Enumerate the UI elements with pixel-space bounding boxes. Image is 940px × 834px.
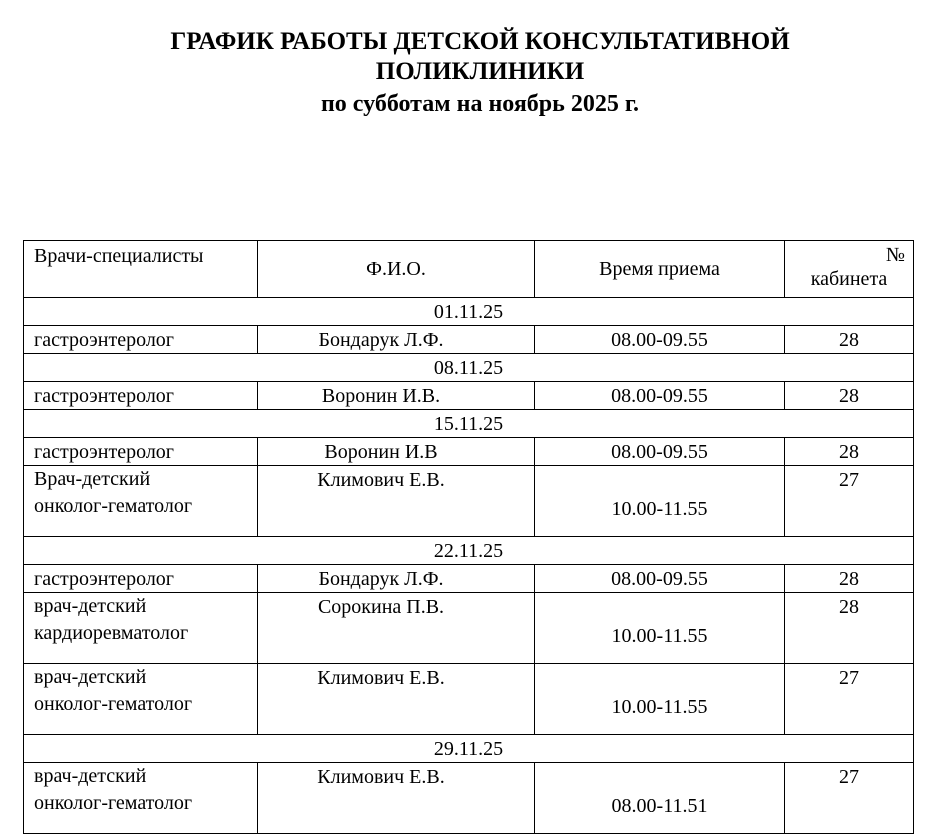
specialist-cell [24, 664, 258, 735]
room-cell: 28 [785, 326, 914, 354]
table-row [24, 763, 914, 834]
room-cell: 28 [785, 438, 914, 466]
table-row [24, 565, 914, 593]
room-cell: 27 [785, 466, 914, 537]
time-cell: 10.00-11.55 [535, 466, 785, 537]
specialist-cell [24, 466, 258, 537]
specialist-cell [24, 593, 258, 664]
name-cell: Сорокина П.В. [258, 593, 535, 664]
specialist-cell [24, 382, 258, 410]
date-cell: 29.11.25 [24, 735, 914, 763]
document-title-line1: ГРАФИК РАБОТЫ ДЕТСКОЙ КОНСУЛЬТАТИВНОЙ [170, 28, 790, 55]
header-room-number-sign: № [885, 244, 905, 266]
date-cell: 22.11.25 [24, 537, 914, 565]
name-cell: Воронин И.В [258, 438, 535, 466]
header-fio: Ф.И.О. [258, 241, 535, 298]
time-cell: 10.00-11.55 [535, 593, 785, 664]
table-row [24, 593, 914, 664]
table-row [24, 326, 914, 354]
specialist-line2: онколог-гематолог [34, 495, 193, 517]
header-time: Время приема [535, 241, 785, 298]
time-cell: 08.00-09.55 [535, 326, 785, 354]
room-cell: 27 [785, 664, 914, 735]
specialist-line2: онколог-гематолог [34, 693, 193, 715]
specialist-line1: гастроэнтеролог [34, 328, 175, 351]
schedule-table [23, 240, 914, 834]
time-cell: 08.00-11.51 [535, 763, 785, 834]
name-cell: Бондарук Л.Ф. [258, 565, 535, 593]
date-row [24, 298, 914, 326]
name-cell: Бондарук Л.Ф. [258, 326, 535, 354]
room-cell: 28 [785, 565, 914, 593]
date-cell: 08.11.25 [24, 354, 914, 382]
specialist-line2: онколог-гематолог [34, 792, 193, 814]
table-row [24, 664, 914, 735]
time-cell: 08.00-09.55 [535, 382, 785, 410]
document-subtitle: по субботам на ноябрь 2025 г. [320, 91, 640, 117]
specialist-cell [24, 565, 258, 593]
date-cell: 15.11.25 [24, 410, 914, 438]
date-cell: 01.11.25 [24, 298, 914, 326]
specialist-line1: Врач-детский [34, 468, 151, 490]
document-title-line2: ПОЛИКЛИНИКИ [375, 58, 585, 85]
time-cell: 08.00-09.55 [535, 438, 785, 466]
date-row [24, 735, 914, 763]
specialist-line1: врач-детский [34, 666, 147, 688]
specialist-line1: врач-детский [34, 595, 147, 617]
table-row [24, 382, 914, 410]
date-row [24, 537, 914, 565]
header-room [785, 241, 914, 298]
specialist-line2: кардиоревматолог [34, 622, 189, 644]
name-cell: Воронин И.В. [258, 382, 535, 410]
specialist-cell [24, 438, 258, 466]
header-specialist: Врачи-специалисты [24, 241, 258, 298]
specialist-cell [24, 763, 258, 834]
name-cell: Климович Е.В. [258, 763, 535, 834]
specialist-line1: гастроэнтеролог [34, 567, 175, 590]
header-room-label: кабинета [810, 268, 888, 290]
date-row [24, 354, 914, 382]
time-cell: 10.00-11.55 [535, 664, 785, 735]
table-row [24, 466, 914, 537]
room-cell: 28 [785, 593, 914, 664]
date-row [24, 410, 914, 438]
name-cell: Климович Е.В. [258, 466, 535, 537]
table-row [24, 438, 914, 466]
room-cell: 27 [785, 763, 914, 834]
specialist-cell [24, 326, 258, 354]
table-header-row [24, 241, 914, 298]
specialist-line1: гастроэнтеролог [34, 384, 175, 407]
time-cell: 08.00-09.55 [535, 565, 785, 593]
specialist-line1: врач-детский [34, 765, 147, 787]
room-cell: 28 [785, 382, 914, 410]
name-cell: Климович Е.В. [258, 664, 535, 735]
specialist-line1: гастроэнтеролог [34, 440, 175, 463]
